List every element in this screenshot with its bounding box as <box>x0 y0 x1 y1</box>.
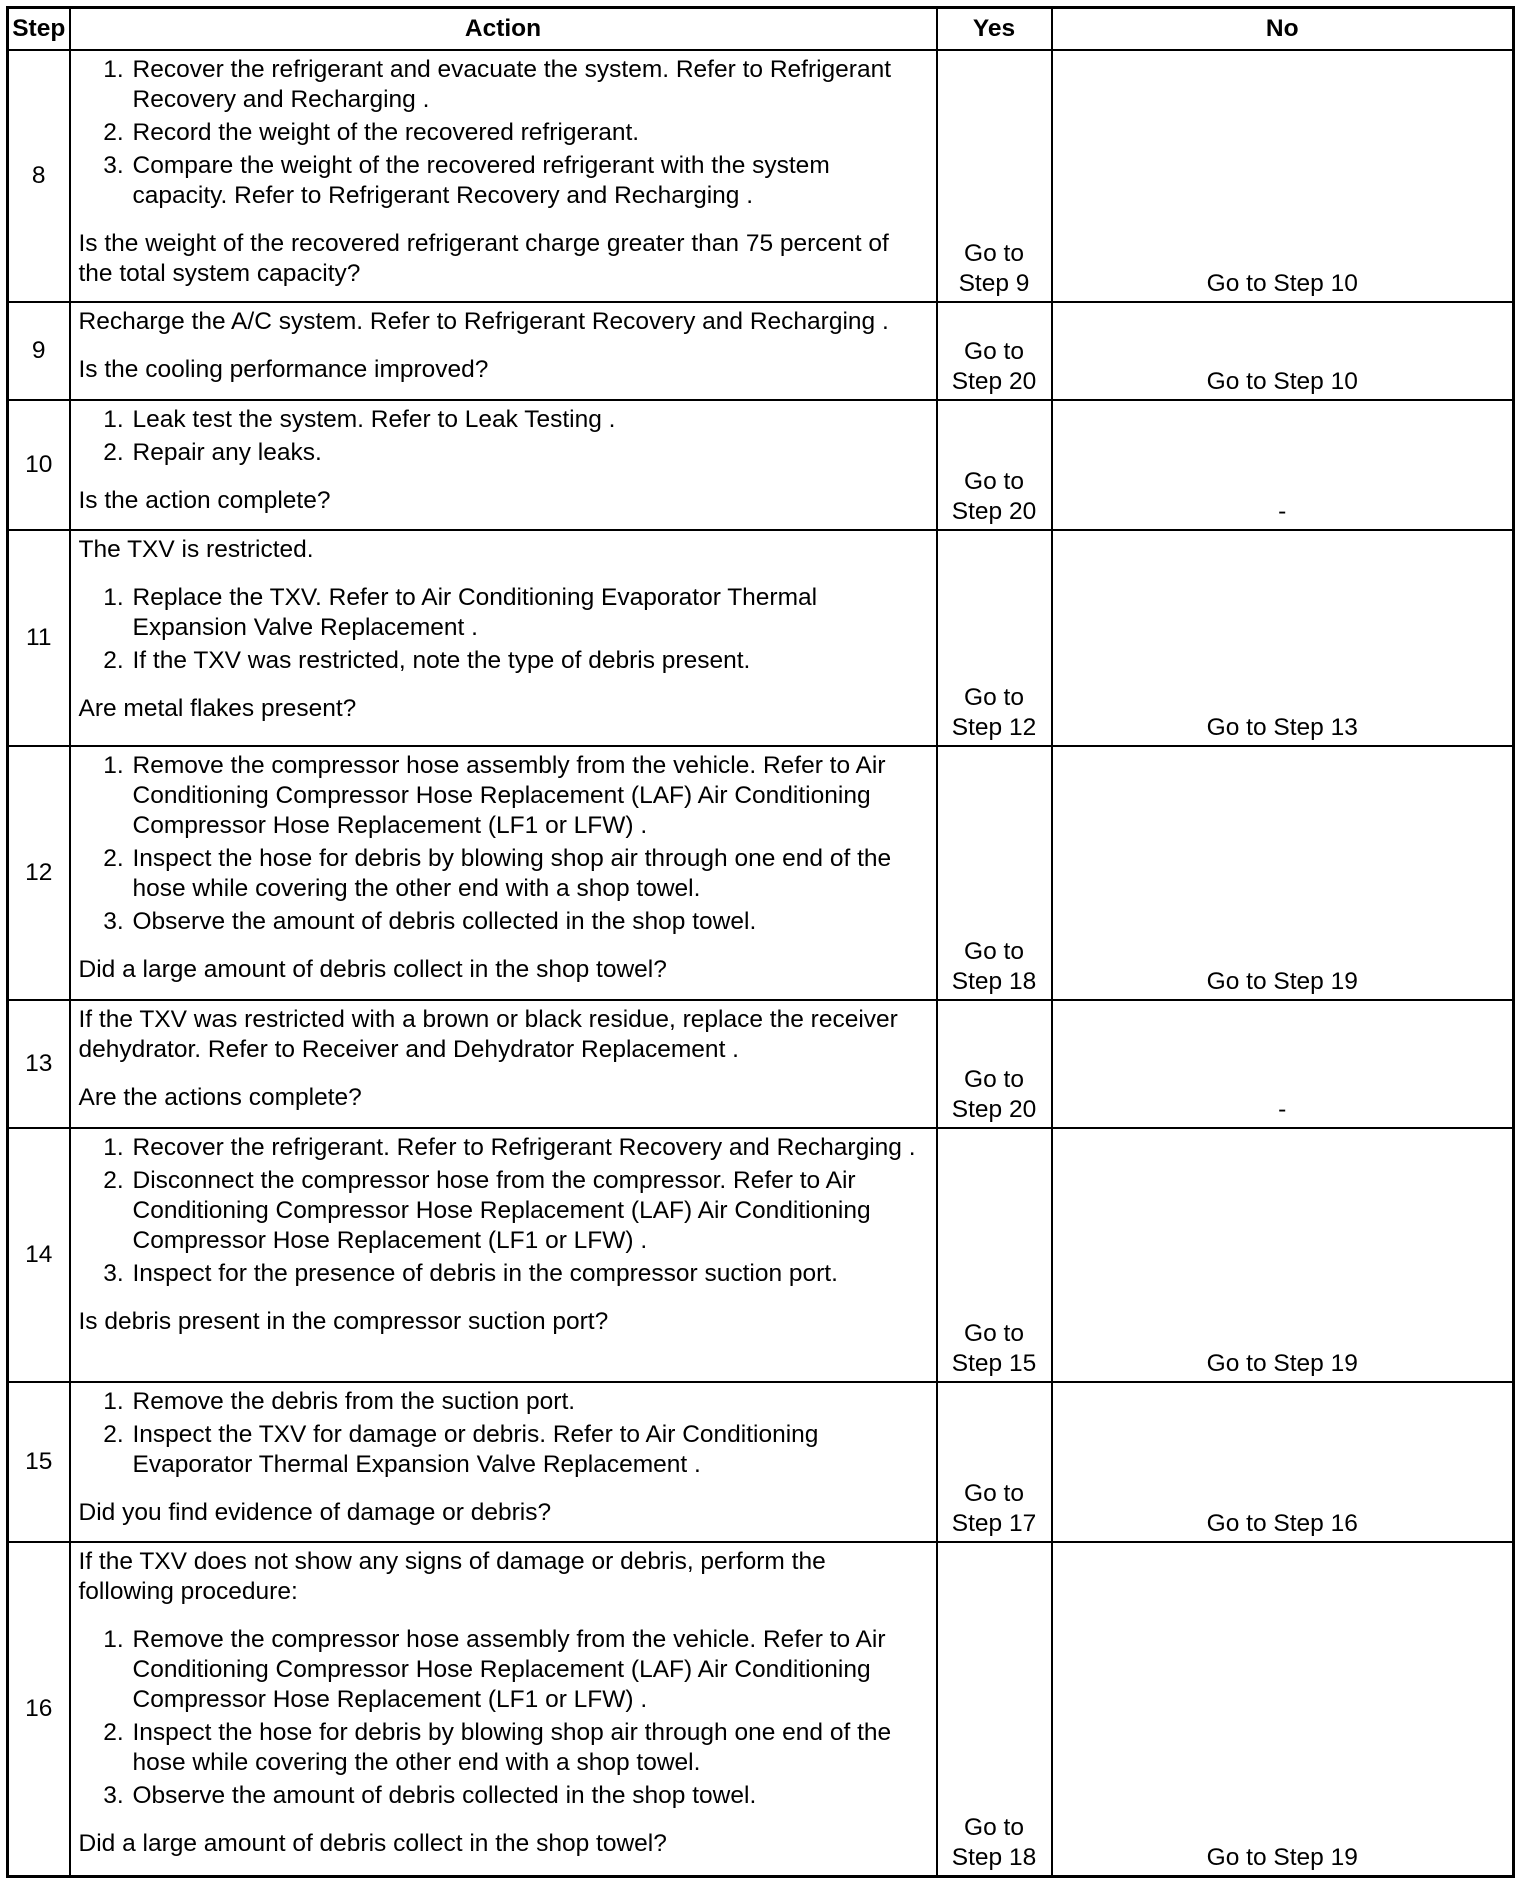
step-number: 13 <box>8 1000 70 1128</box>
list-item: 1. Remove the debris from the suction port. <box>131 1387 926 1417</box>
action-list <box>79 1133 926 1289</box>
no-cell: - <box>1052 1000 1514 1128</box>
yes-cell <box>937 530 1052 746</box>
no-cell: Go to Step 19 <box>1052 1542 1514 1877</box>
no-cell: - <box>1052 400 1514 530</box>
list-item: 3. Observe the amount of debris collected in the shop towel. <box>131 1781 926 1811</box>
intro-text: The TXV is restricted. <box>78 536 314 563</box>
yes-line2: Step 18 <box>951 1844 1037 1871</box>
list-item: 1. Remove the compressor hose assembly from the vehicle. Refer to Air Conditioning Compressor Hose Replacement (LAF) Air Conditioning Compressor Hose Replacement (LF1 or LFW) . <box>131 751 926 841</box>
yes-line2: Step 15 <box>951 1350 1037 1377</box>
list-item: 1. Leak test the system. Refer to Leak Testing . <box>131 405 926 435</box>
action-cell <box>70 530 937 746</box>
action-list <box>79 1387 926 1480</box>
action-list <box>79 405 926 468</box>
action-list <box>79 583 926 676</box>
no-cell: Go to Step 10 <box>1052 302 1514 400</box>
action-cell <box>70 50 937 302</box>
table-row <box>8 302 1514 400</box>
no-cell: Go to Step 13 <box>1052 530 1514 746</box>
no-cell: Go to Step 19 <box>1052 1128 1514 1382</box>
step-number: 9 <box>8 302 70 400</box>
list-item: 2. Repair any leaks. <box>131 438 926 468</box>
list-item: 2. Record the weight of the recovered refrigerant. <box>131 118 926 148</box>
list-item: 2. Inspect the hose for debris by blowing shop air through one end of the hose while covering the other end with a shop towel. <box>131 1718 926 1778</box>
no-cell: Go to Step 19 <box>1052 746 1514 1000</box>
yes-cell <box>937 1000 1052 1128</box>
yes-cell <box>937 746 1052 1000</box>
table-row <box>8 746 1514 1000</box>
no-cell: Go to Step 16 <box>1052 1382 1514 1542</box>
step-number: 16 <box>8 1542 70 1877</box>
table-row <box>8 400 1514 530</box>
list-item: 2. Inspect the TXV for damage or debris. Refer to Air Conditioning Evaporator Thermal Expansion Valve Replacement . <box>131 1420 926 1480</box>
list-item: 2. Disconnect the compressor hose from the compressor. Refer to Air Conditioning Compressor Hose Replacement (LAF) Air Conditioning Compressor Hose Replacement (LF1 or LFW) . <box>131 1166 926 1256</box>
yes-line1: Go to <box>964 338 1024 365</box>
list-item: 3. Compare the weight of the recovered refrigerant with the system capacity. Refer to Refrigerant Recovery and Recharging . <box>131 151 926 211</box>
list-item: 1. Recover the refrigerant. Refer to Refrigerant Recovery and Recharging . <box>131 1133 926 1163</box>
list-item: 1. Recover the refrigerant and evacuate the system. Refer to Refrigerant Recovery and Recharging . <box>131 55 926 115</box>
question-text: Is the action complete? <box>78 487 331 514</box>
list-item: 1. Remove the compressor hose assembly from the vehicle. Refer to Air Conditioning Compressor Hose Replacement (LAF) Air Conditioning Compressor Hose Replacement (LF1 or LFW) . <box>131 1625 926 1715</box>
yes-line1: Go to <box>964 684 1024 711</box>
header-yes: Yes <box>937 8 1052 51</box>
table-row <box>8 1542 1514 1877</box>
yes-cell <box>937 50 1052 302</box>
action-cell <box>70 1542 937 1877</box>
yes-line1: Go to <box>964 1320 1024 1347</box>
intro-text: If the TXV was restricted with a brown or black residue, replace the receiver dehydrator. Refer to Receiver and Dehydrator Replacement . <box>78 1006 898 1063</box>
intro-text: If the TXV does not show any signs of damage or debris, perform the following procedure: <box>78 1548 826 1605</box>
yes-cell <box>937 302 1052 400</box>
yes-line1: Go to <box>964 240 1024 267</box>
action-cell <box>70 1128 937 1382</box>
yes-line1: Go to <box>964 1480 1024 1507</box>
diagnostic-table <box>6 6 1515 1878</box>
action-cell <box>70 1000 937 1128</box>
table-row <box>8 50 1514 302</box>
header-step: Step <box>8 8 70 51</box>
yes-line2: Step 18 <box>951 968 1037 995</box>
yes-line2: Step 20 <box>951 1096 1037 1123</box>
yes-cell <box>937 1542 1052 1877</box>
list-item: 3. Observe the amount of debris collected in the shop towel. <box>131 907 926 937</box>
question-text: Is the weight of the recovered refrigerant charge greater than 75 percent of the total system capacity? <box>78 230 889 287</box>
yes-line1: Go to <box>964 938 1024 965</box>
header-action: Action <box>70 8 937 51</box>
yes-cell <box>937 400 1052 530</box>
action-list <box>79 1625 926 1811</box>
step-number: 14 <box>8 1128 70 1382</box>
action-list <box>79 55 926 211</box>
question-text: Did a large amount of debris collect in the shop towel? <box>78 956 667 983</box>
yes-line1: Go to <box>964 1066 1024 1093</box>
action-cell <box>70 400 937 530</box>
yes-line1: Go to <box>964 1814 1024 1841</box>
question-text: Did you find evidence of damage or debris? <box>78 1499 552 1526</box>
yes-cell <box>937 1382 1052 1542</box>
yes-line2: Step 9 <box>958 270 1030 297</box>
yes-line2: Step 12 <box>951 714 1037 741</box>
yes-line2: Step 20 <box>951 368 1037 395</box>
question-text: Is the cooling performance improved? <box>78 356 489 383</box>
yes-line2: Step 20 <box>951 498 1037 525</box>
action-cell <box>70 302 937 400</box>
header-no: No <box>1052 8 1514 51</box>
no-cell: Go to Step 10 <box>1052 50 1514 302</box>
action-list <box>79 751 926 937</box>
list-item: 1. Replace the TXV. Refer to Air Conditioning Evaporator Thermal Expansion Valve Replacement . <box>131 583 926 643</box>
step-number: 12 <box>8 746 70 1000</box>
table-row <box>8 1382 1514 1542</box>
question-text: Did a large amount of debris collect in the shop towel? <box>78 1830 667 1857</box>
list-item: 3. Inspect for the presence of debris in the compressor suction port. <box>131 1259 926 1289</box>
yes-line2: Step 17 <box>951 1510 1037 1537</box>
table-row <box>8 1128 1514 1382</box>
step-number: 8 <box>8 50 70 302</box>
yes-cell <box>937 1128 1052 1382</box>
step-number: 10 <box>8 400 70 530</box>
step-number: 11 <box>8 530 70 746</box>
question-text: Is debris present in the compressor suction port? <box>78 1308 609 1335</box>
action-cell <box>70 746 937 1000</box>
question-text: Are metal flakes present? <box>78 695 357 722</box>
list-item: 2. If the TXV was restricted, note the type of debris present. <box>131 646 926 676</box>
table-row <box>8 1000 1514 1128</box>
action-cell <box>70 1382 937 1542</box>
table-row <box>8 530 1514 746</box>
intro-text: Recharge the A/C system. Refer to Refrigerant Recovery and Recharging . <box>78 308 889 335</box>
list-item: 2. Inspect the hose for debris by blowing shop air through one end of the hose while covering the other end with a shop towel. <box>131 844 926 904</box>
yes-line1: Go to <box>964 468 1024 495</box>
header-row <box>8 8 1514 51</box>
question-text: Are the actions complete? <box>78 1084 362 1111</box>
step-number: 15 <box>8 1382 70 1542</box>
